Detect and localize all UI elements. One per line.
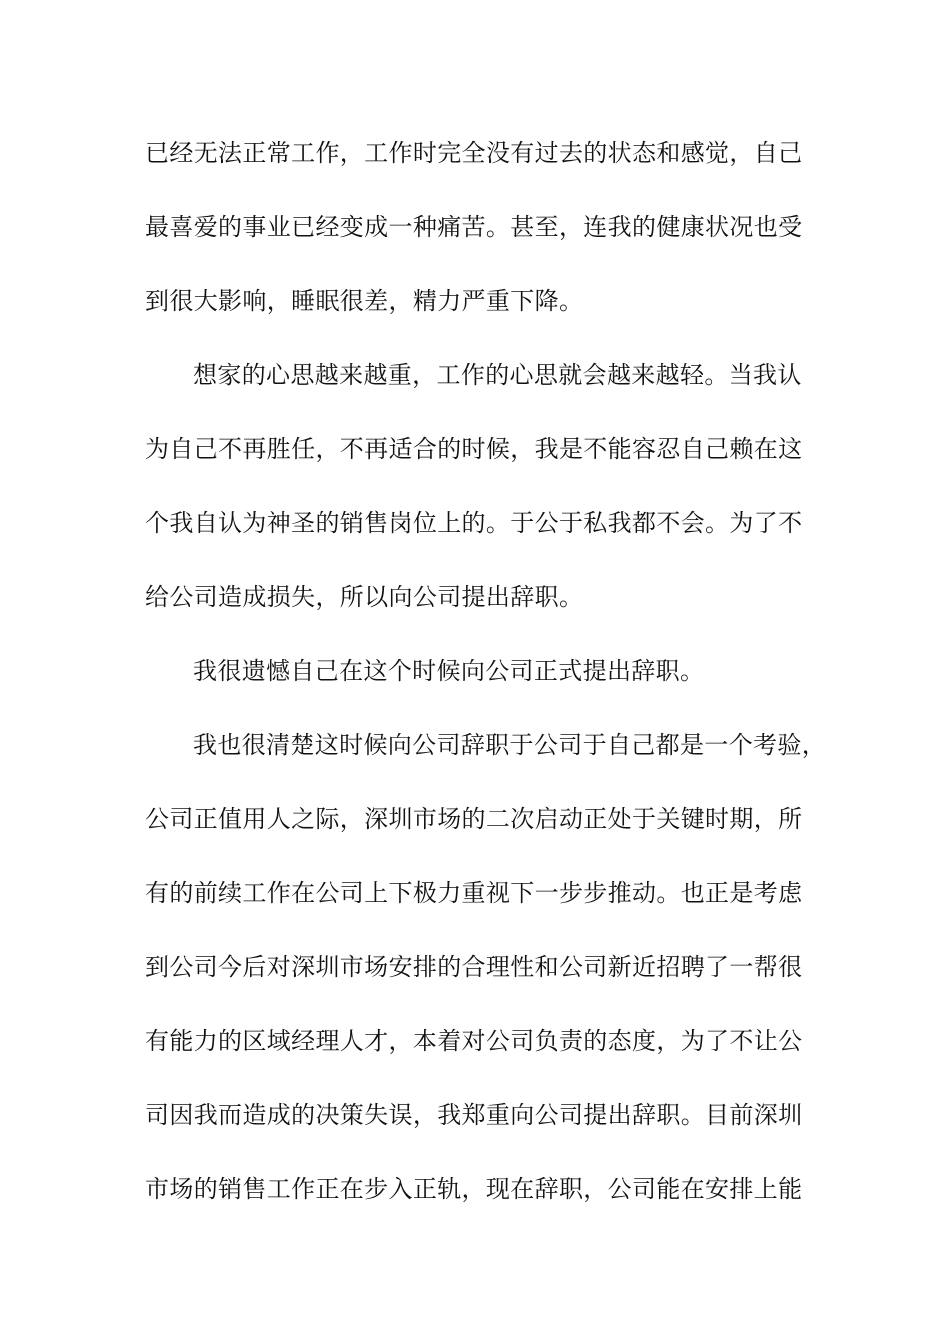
text-line: 司因我而造成的决策失误，我郑重向公司提出辞职。目前深圳	[145, 1101, 803, 1129]
body-text	[145, 131, 827, 1241]
text-line: 为自己不再胜任，不再适合的时候，我是不能容忍自己赖在这	[145, 435, 803, 463]
text-line: 到公司今后对深圳市场安排的合理性和公司新近招聘了一帮很	[145, 953, 803, 981]
text-line: 已经无法正常工作，工作时完全没有过去的状态和感觉，自己	[145, 139, 803, 167]
text-line: 有的前续工作在公司上下极力重视下一步步推动。也正是考虑	[145, 879, 803, 907]
text-line: 公司正值用人之际，深圳市场的二次启动正处于关键时期，所	[145, 805, 803, 833]
text-line: 有能力的区域经理人才，本着对公司负责的态度，为了不让公	[145, 1027, 803, 1055]
text-line: 市场的销售工作正在步入正轨，现在辞职，公司能在安排上能	[145, 1175, 803, 1203]
paragraph-first-line: 想家的心思越来越重，工作的心思就会越来越轻。当我认	[193, 361, 802, 389]
text-line: 最喜爱的事业已经变成一种痛苦。甚至，连我的健康状况也受	[145, 213, 803, 241]
text-line: 个我自认为神圣的销售岗位上的。于公于私我都不会。为了不	[145, 509, 803, 537]
text-line: 到很大影响，睡眠很差，精力严重下降。	[145, 287, 584, 315]
text-line: 给公司造成损失，所以向公司提出辞职。	[145, 583, 584, 611]
paragraph-first-line: 我也很清楚这时候向公司辞职于公司于自己都是一个考验，	[193, 731, 827, 759]
paragraph-first-line: 我很遗憾自己在这个时候向公司正式提出辞职。	[193, 657, 705, 685]
